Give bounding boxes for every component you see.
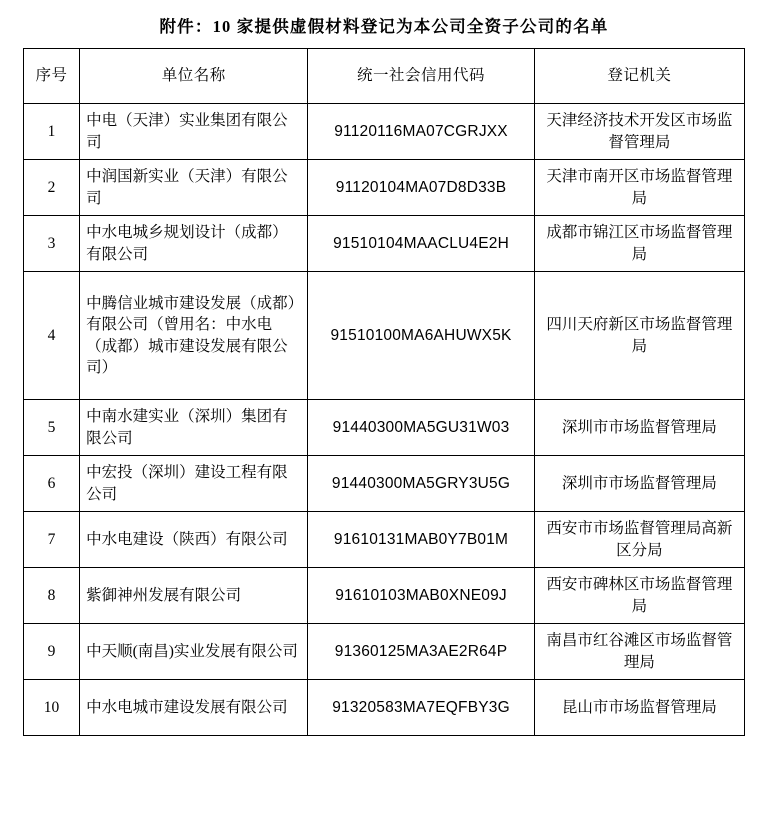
cell-seq: 9	[24, 624, 80, 680]
cell-code: 91320583MA7EQFBY3G	[308, 680, 534, 736]
cell-code: 91120116MA07CGRJXX	[308, 104, 534, 160]
cell-org: 深圳市市场监督管理局	[534, 400, 744, 456]
table-body	[24, 104, 745, 736]
cell-seq: 4	[24, 272, 80, 400]
table-row	[24, 624, 745, 680]
column-header-name: 单位名称	[80, 49, 308, 104]
cell-org: 西安市市场监督管理局高新区分局	[534, 512, 744, 568]
column-header-code: 统一社会信用代码	[308, 49, 534, 104]
cell-code: 91440300MA5GU31W03	[308, 400, 534, 456]
table-row	[24, 400, 745, 456]
cell-code: 91440300MA5GRY3U5G	[308, 456, 534, 512]
cell-code: 91610103MAB0XNE09J	[308, 568, 534, 624]
column-header-org: 登记机关	[534, 49, 744, 104]
table-row	[24, 104, 745, 160]
table-row	[24, 568, 745, 624]
cell-org: 西安市碑林区市场监督管理局	[534, 568, 744, 624]
cell-org: 深圳市市场监督管理局	[534, 456, 744, 512]
cell-code: 91610131MAB0Y7B01M	[308, 512, 534, 568]
cell-code: 91120104MA07D8D33B	[308, 160, 534, 216]
cell-org: 四川天府新区市场监督管理局	[534, 272, 744, 400]
table-row	[24, 216, 745, 272]
column-header-seq: 序号	[24, 49, 80, 104]
table-header-row	[24, 49, 745, 104]
cell-org: 成都市锦江区市场监督管理局	[534, 216, 744, 272]
cell-name: 中水电建设（陕西）有限公司	[80, 512, 308, 568]
page-title: 附件：10 家提供虚假材料登记为本公司全资子公司的名单	[159, 17, 609, 36]
cell-code: 91510104MAACLU4E2H	[308, 216, 534, 272]
cell-name: 中电（天津）实业集团有限公司	[80, 104, 308, 160]
cell-seq: 10	[24, 680, 80, 736]
cell-org: 天津市南开区市场监督管理局	[534, 160, 744, 216]
cell-seq: 1	[24, 104, 80, 160]
cell-code: 91360125MA3AE2R64P	[308, 624, 534, 680]
table-row	[24, 512, 745, 568]
cell-name: 中天顺(南昌)实业发展有限公司	[80, 624, 308, 680]
table-header	[24, 49, 745, 104]
subsidiary-list-table	[23, 48, 745, 736]
cell-org: 昆山市市场监督管理局	[534, 680, 744, 736]
table-row	[24, 160, 745, 216]
cell-name: 紫御神州发展有限公司	[80, 568, 308, 624]
cell-org: 南昌市红谷滩区市场监督管理局	[534, 624, 744, 680]
cell-name: 中水电城市建设发展有限公司	[80, 680, 308, 736]
table-row	[24, 680, 745, 736]
cell-seq: 7	[24, 512, 80, 568]
cell-name: 中润国新实业（天津）有限公司	[80, 160, 308, 216]
cell-name: 中宏投（深圳）建设工程有限公司	[80, 456, 308, 512]
table-row	[24, 272, 745, 400]
cell-seq: 2	[24, 160, 80, 216]
cell-code: 91510100MA6AHUWX5K	[308, 272, 534, 400]
table-row	[24, 456, 745, 512]
cell-name: 中南水建实业（深圳）集团有限公司	[80, 400, 308, 456]
cell-seq: 8	[24, 568, 80, 624]
cell-seq: 6	[24, 456, 80, 512]
cell-org: 天津经济技术开发区市场监督管理局	[534, 104, 744, 160]
cell-name: 中腾信业城市建设发展（成都）有限公司（曾用名：中水电（成都）城市建设发展有限公司）	[80, 272, 308, 400]
cell-name: 中水电城乡规划设计（成都）有限公司	[80, 216, 308, 272]
cell-seq: 3	[24, 216, 80, 272]
cell-seq: 5	[24, 400, 80, 456]
